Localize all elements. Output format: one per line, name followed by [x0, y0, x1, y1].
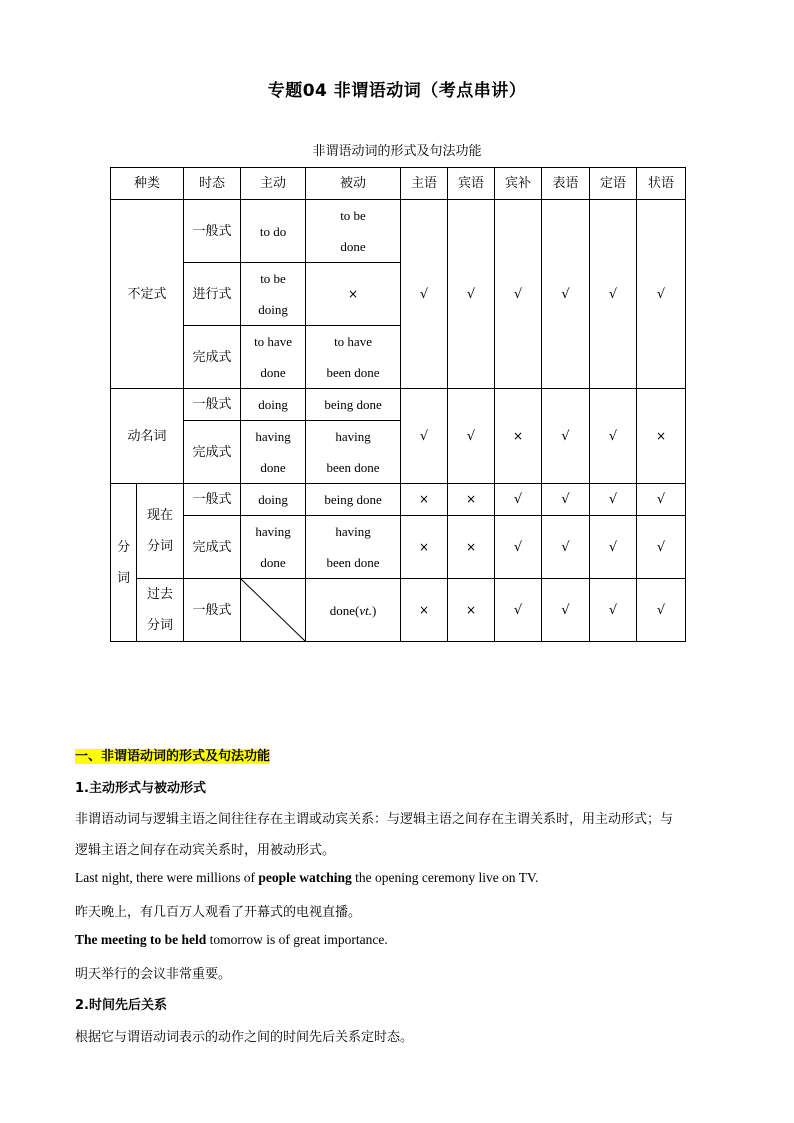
function-mark: √ — [637, 516, 686, 579]
header-cell: 宾语 — [448, 168, 495, 200]
passive-form: done(vt.) — [306, 579, 401, 642]
passive-form: to have been done — [306, 326, 401, 389]
tense-cell: 一般式 — [184, 484, 241, 516]
function-mark: √ — [542, 516, 590, 579]
function-mark: √ — [637, 484, 686, 516]
tense-cell: 一般式 — [184, 389, 241, 421]
function-mark: × — [448, 516, 495, 579]
passive-form: to be done — [306, 200, 401, 263]
paragraph-line: 逻辑主语之间存在动宾关系时，用被动形式。 — [75, 843, 336, 858]
function-mark: √ — [401, 200, 448, 389]
grammar-table — [110, 167, 686, 642]
present-participle-label: 现在 分词 — [137, 484, 184, 579]
tense-cell: 进行式 — [184, 263, 241, 326]
table-row — [111, 579, 686, 642]
example-translation-1: 昨天晚上，有几百万人观看了开幕式的电视直播。 — [75, 905, 362, 920]
active-form: having done — [241, 516, 306, 579]
function-mark: √ — [448, 200, 495, 389]
active-form: to be doing — [241, 263, 306, 326]
function-mark: × — [401, 579, 448, 642]
active-form: to have done — [241, 326, 306, 389]
function-mark: × — [637, 389, 686, 484]
active-form: to do — [241, 200, 306, 263]
function-mark: × — [448, 484, 495, 516]
function-mark: √ — [590, 389, 637, 484]
table-row — [111, 516, 686, 579]
table-row — [111, 389, 686, 421]
diagonal-empty-cell — [241, 579, 306, 642]
example-sentence-1: Last night, there were millions of people watching the opening ceremony live on TV. — [75, 870, 539, 885]
function-mark: √ — [495, 579, 542, 642]
function-mark: √ — [542, 200, 590, 389]
function-mark: √ — [495, 484, 542, 516]
table-caption: 非谓语动词的形式及句法功能 — [312, 144, 482, 159]
header-cell: 时态 — [184, 168, 241, 200]
function-mark: √ — [590, 516, 637, 579]
function-mark: √ — [637, 200, 686, 389]
function-mark: √ — [590, 579, 637, 642]
tense-cell: 一般式 — [184, 200, 241, 263]
tense-cell: 完成式 — [184, 421, 241, 484]
function-mark: × — [401, 516, 448, 579]
function-mark: √ — [542, 484, 590, 516]
paragraph-line: 根据它与谓语动词表示的动作之间的时间先后关系定时态。 — [75, 1030, 414, 1045]
function-mark: × — [495, 389, 542, 484]
passive-form: being done — [306, 484, 401, 516]
function-mark: √ — [448, 389, 495, 484]
table-row — [111, 200, 686, 263]
subheading-active-passive: 1.主动形式与被动形式 — [75, 781, 206, 796]
header-cell: 主动 — [241, 168, 306, 200]
header-cell: 种类 — [111, 168, 184, 200]
subheading-time-order: 2.时间先后关系 — [75, 998, 167, 1013]
header-cell: 状语 — [637, 168, 686, 200]
header-cell: 宾补 — [495, 168, 542, 200]
tense-cell: 完成式 — [184, 326, 241, 389]
passive-form: having been done — [306, 516, 401, 579]
function-mark: √ — [590, 484, 637, 516]
category-gerund: 动名词 — [111, 389, 184, 484]
function-mark: √ — [542, 579, 590, 642]
example-sentence-2: The meeting to be held tomorrow is of great importance. — [75, 932, 388, 947]
function-mark: √ — [495, 516, 542, 579]
function-mark: × — [448, 579, 495, 642]
tense-cell: 完成式 — [184, 516, 241, 579]
active-form: having done — [241, 421, 306, 484]
page-title: 专题04 非谓语动词（考点串讲） — [267, 81, 527, 101]
passive-form: × — [306, 263, 401, 326]
passive-form: being done — [306, 389, 401, 421]
function-mark: √ — [401, 389, 448, 484]
header-cell: 表语 — [542, 168, 590, 200]
active-form: doing — [241, 484, 306, 516]
category-participle: 分 词 — [111, 484, 137, 642]
category-infinitive: 不定式 — [111, 200, 184, 389]
header-row — [111, 168, 686, 200]
function-mark: √ — [542, 389, 590, 484]
past-participle-label: 过去 分词 — [137, 579, 184, 642]
active-form: doing — [241, 389, 306, 421]
paragraph-line: 非谓语动词与逻辑主语之间往往存在主谓或动宾关系：与逻辑主语之间存在主谓关系时，用主动形式；与 — [75, 812, 674, 827]
table-row — [111, 484, 686, 516]
section-heading: 一、非谓语动词的形式及句法功能 — [75, 749, 271, 764]
header-cell: 主语 — [401, 168, 448, 200]
function-mark: × — [401, 484, 448, 516]
function-mark: √ — [590, 200, 637, 389]
example-translation-2: 明天举行的会议非常重要。 — [75, 967, 232, 982]
function-mark: √ — [637, 579, 686, 642]
tense-cell: 一般式 — [184, 579, 241, 642]
header-cell: 被动 — [306, 168, 401, 200]
function-mark: √ — [495, 200, 542, 389]
header-cell: 定语 — [590, 168, 637, 200]
passive-form: having been done — [306, 421, 401, 484]
diagonal-line — [241, 579, 305, 641]
